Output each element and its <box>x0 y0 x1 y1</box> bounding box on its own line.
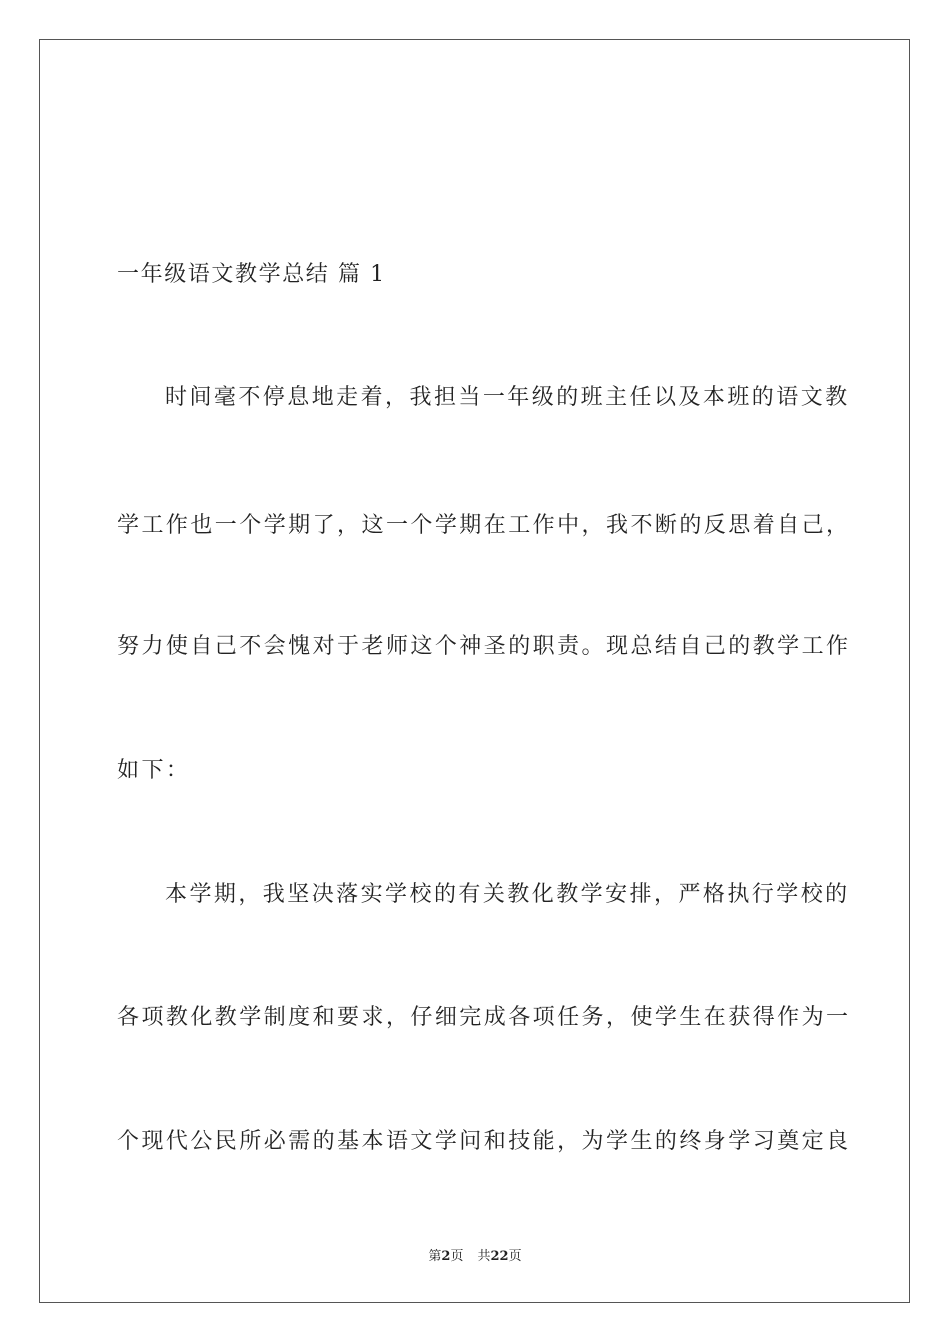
paragraph-line: 如下： <box>117 758 191 783</box>
section-heading: 一年级语文教学总结 篇 1 <box>117 262 386 287</box>
page-prefix: 第 <box>428 1249 442 1264</box>
paragraph-line: 学工作也一个学期了，这一个学期在工作中，我不断的反思着自己， <box>117 513 851 538</box>
page-border <box>39 39 910 1303</box>
paragraph-line: 努力使自己不会愧对于老师这个神圣的职责。现总结自己的教学工作 <box>117 634 851 659</box>
paragraph-line: 时间毫不停息地走着，我担当一年级的班主任以及本班的语文教 <box>165 385 850 410</box>
current-page-number: 2 <box>441 1249 451 1264</box>
page-footer <box>0 1248 950 1266</box>
paragraph-line: 个现代公民所必需的基本语文学问和技能，为学生的终身学习奠定良 <box>117 1129 851 1154</box>
paragraph-line: 本学期，我坚决落实学校的有关教化教学安排，严格执行学校的 <box>165 882 850 907</box>
paragraph-line: 各项教化教学制度和要求，仔细完成各项任务，使学生在获得作为一 <box>117 1005 851 1030</box>
total-prefix: 共 <box>477 1249 491 1264</box>
total-page-count: 22 <box>490 1249 509 1264</box>
page-suffix: 页 <box>450 1249 464 1264</box>
total-suffix: 页 <box>508 1249 522 1264</box>
